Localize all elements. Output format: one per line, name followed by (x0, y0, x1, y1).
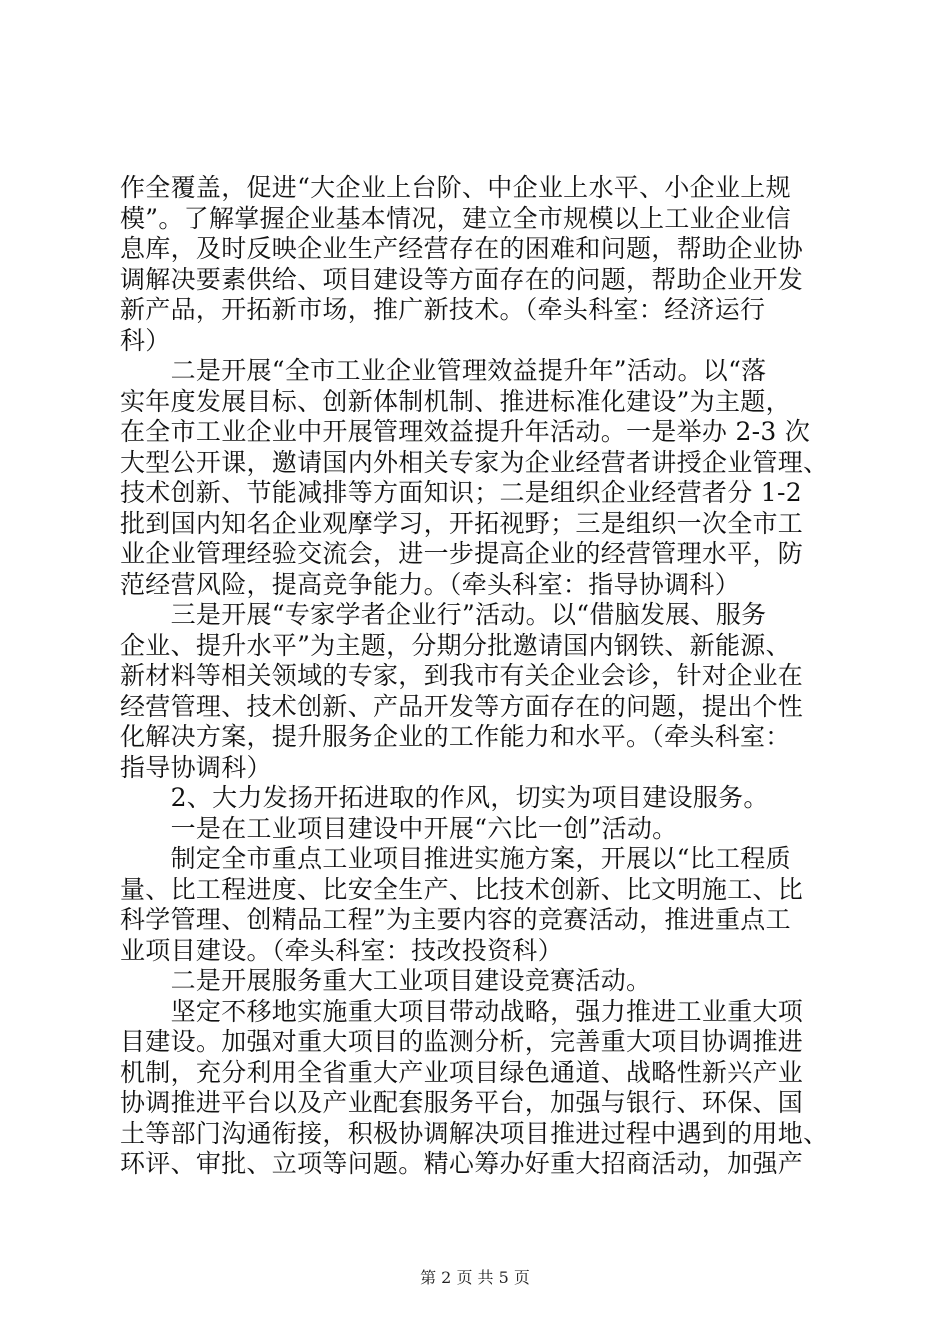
text-line: 协调推进平台以及产业配套服务平台，加强与银行、环保、国 (120, 1088, 804, 1117)
text-line: 指导协调科） (120, 752, 272, 782)
document-body (120, 173, 840, 1180)
text-line: 土等部门沟通衔接，积极协调解决项目推进过程中遇到的用地、 (120, 1118, 829, 1148)
text-line: 技术创新、节能减排等方面知识；二是组织企业经营者分 1-2 (120, 478, 802, 507)
text-line: 范经营风险，提高竞争能力。（牵头科室：指导协调科） (120, 569, 741, 599)
text-line: 一是在工业项目建设中开展“六比一创”活动。 (120, 813, 678, 843)
text-line: 企业、提升水平”为主题，分期分批邀请国内钢铁、新能源、 (120, 630, 791, 660)
text-line: 新材料等相关领域的专家，到我市有关企业会诊，针对企业在 (120, 661, 804, 690)
text-line: 业企业管理经验交流会，进一步提高企业的经营管理水平，防 (120, 539, 804, 568)
text-line: 息库，及时反映企业生产经营存在的困难和问题，帮助企业协 (120, 234, 804, 263)
text-line: 化解决方案，提升服务企业的工作能力和水平。（牵头科室： (120, 722, 791, 751)
text-line: 新产品，开拓新市场，推广新技术。（牵头科室：经济运行 (120, 295, 766, 324)
text-line: 2、大力发扬开拓进取的作风，切实为项目建设服务。 (120, 783, 769, 812)
text-line: 作全覆盖，促进“大企业上台阶、中企业上水平、小企业上规 (120, 173, 791, 202)
text-line: 经营管理、技术创新、产品开发等方面存在的问题，提出个性 (120, 691, 804, 721)
text-line: 三是开展“专家学者企业行”活动。以“借脑发展、服务 (120, 600, 767, 629)
text-line: 二是开展“全市工业企业管理效益提升年”活动。以“落 (120, 356, 767, 385)
text-line: 科） (120, 325, 171, 355)
text-line: 目建设。加强对重大项目的监测分析，完善重大项目协调推进 (120, 1027, 804, 1056)
text-line: 调解决要素供给、项目建设等方面存在的问题，帮助企业开发 (120, 264, 804, 294)
text-line: 环评、审批、立项等问题。精心筹办好重大招商活动，加强产 (120, 1149, 804, 1178)
text-line: 批到国内知名企业观摩学习，开拓视野；三是组织一次全市工 (120, 508, 804, 538)
text-line: 科学管理、创精品工程”为主要内容的竞赛活动，推进重点工 (120, 905, 791, 934)
text-line: 实年度发展目标、创新体制机制、推进标准化建设”为主题， (120, 386, 791, 416)
text-line: 制定全市重点工业项目推进实施方案，开展以“比工程质 (120, 844, 791, 873)
text-line: 模”。了解掌握企业基本情况，建立全市规模以上工业企业信 (120, 203, 791, 233)
text-line: 大型公开课，邀请国内外相关专家为企业经营者讲授企业管理、 (120, 447, 829, 477)
page-footer: 第 2 页 共 5 页 (420, 1268, 530, 1287)
text-line: 业项目建设。（牵头科室：技改投资科） (120, 935, 563, 965)
text-line: 机制，充分利用全省重大产业项目绿色通道、战略性新兴产业 (120, 1057, 804, 1087)
text-line: 在全市工业企业中开展管理效益提升年活动。一是举办 2-3 次 (120, 417, 811, 446)
text-line: 二是开展服务重大工业项目建设竞赛活动。 (120, 966, 652, 995)
text-line: 量、比工程进度、比安全生产、比技术创新、比文明施工、比 (120, 874, 804, 904)
text-line: 坚定不移地实施重大项目带动战略，强力推进工业重大项 (120, 996, 804, 1026)
